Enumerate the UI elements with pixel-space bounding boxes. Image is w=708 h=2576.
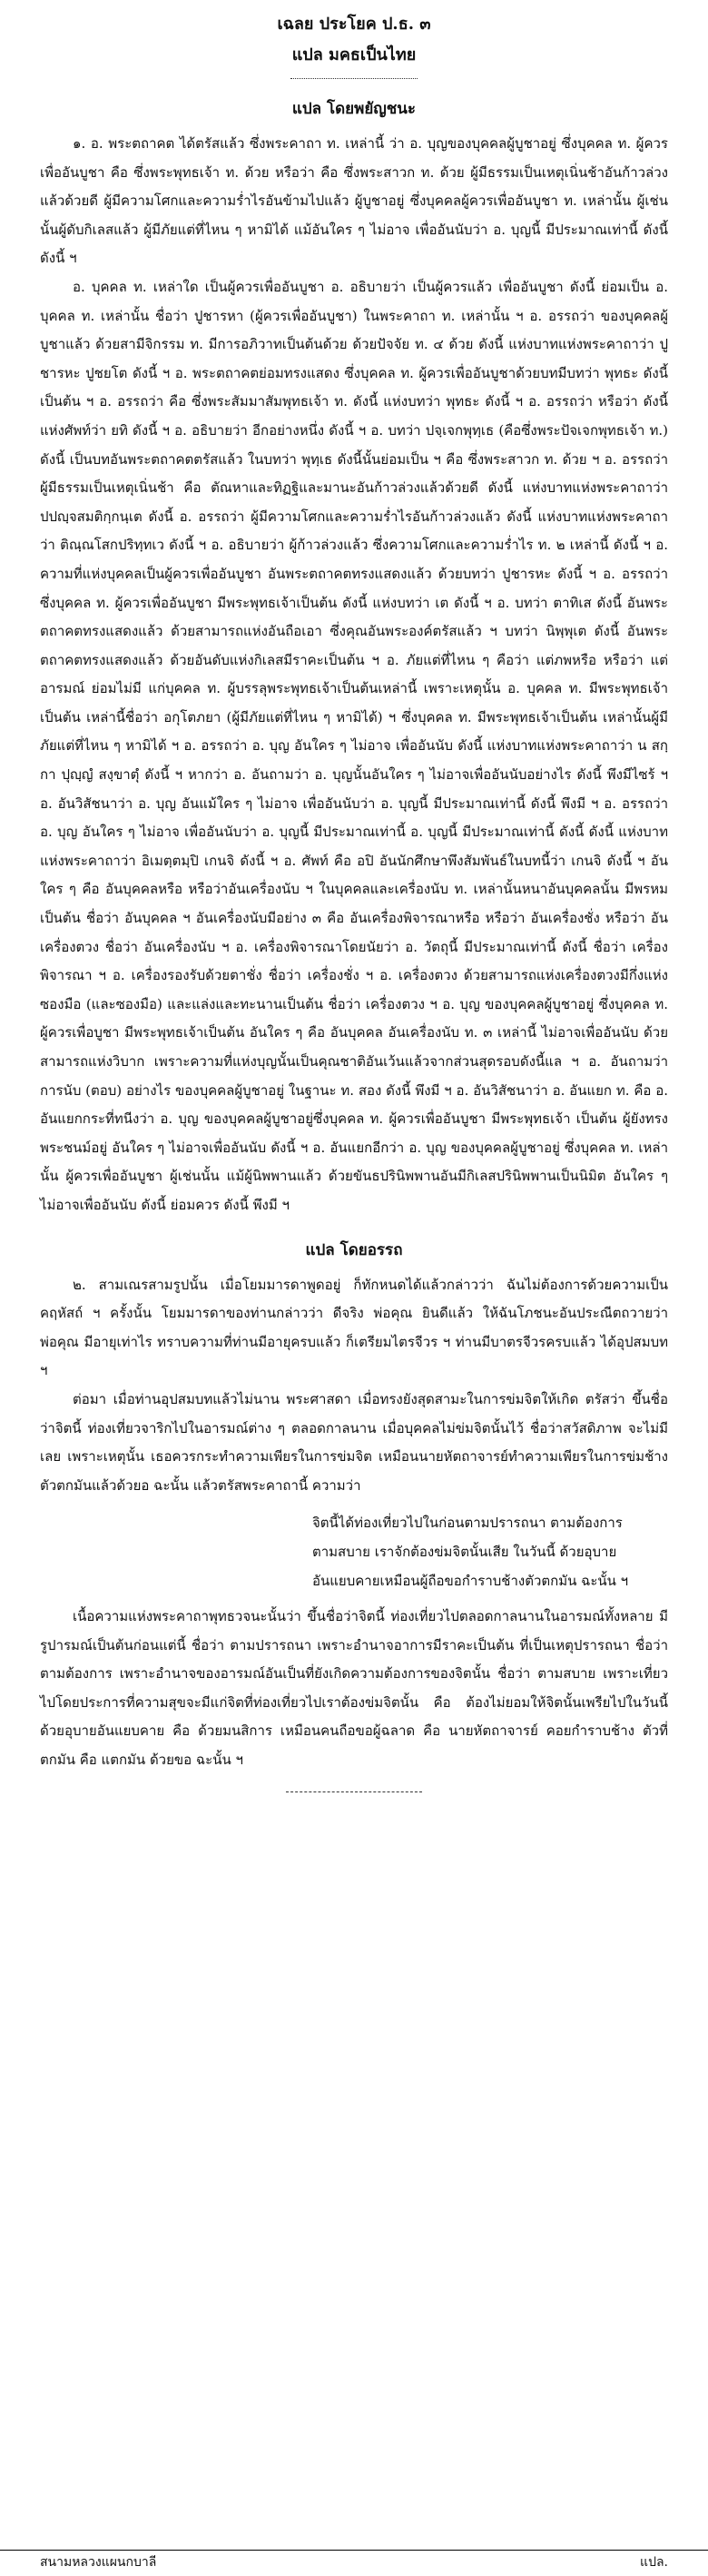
page-footer <box>0 2552 708 2572</box>
document-header <box>40 13 668 79</box>
header-separator <box>290 78 418 79</box>
end-separator <box>286 1791 422 1792</box>
footer-rule <box>0 2550 708 2551</box>
verse-line: จิตนี้ได้ท่องเที่ยวไปในก่อนตามปรารถนา ตามต้องการ <box>312 1515 623 1532</box>
footer-subject-label: แปล. <box>640 2555 668 2570</box>
footer-office-name: สนามหลวงแผนกบาลี <box>40 2555 157 2570</box>
verse-block <box>312 1509 668 1595</box>
paragraph: ๒. สามเณรสามรูปนั้น เมื่อโยมมารดาพูดอยู่ ก็ทักหนดได้แล้วกล่าวว่า ฉันไม่ต้องการด้วยความเป็นคฤหัสถ์ ฯ ครั้งนั้น โยมมารดาของท่านกล่าวว่า ดีจริง พ่อคุณ ยินดีแล้ว ให้ฉันโภชนะอันประณีตถวายว่า พ่อคุณ มีอายุเท่าไร ทราบความที่ท่านมีอายุครบแล้ว ก็เตรียมไตรจีวร ฯ ท่านมีบาตรจีวรครบแล้ว ได้อุปสมบท ฯ <box>40 1276 668 1379</box>
paragraph: เนื้อความแห่งพระคาถาพุทธวจนะนั้นว่า ขึ้นชื่อว่าจิตนี้ ท่องเที่ยวไปตลอดกาลนานในอารมณ์ทั้งหลาย มีรูปารมณ์เป็นต้นก่อนแต่นี้ ชื่อว่า ตามปรารถนา เพราะอำนาจอาการมีราคะเป็นต้น ที่เป็นเหตุปรารถนา ชื่อว่า ตามต้องการ เพราะอำนาจของอารมณ์อันเป็นที่ยังเกิดความต้องการของจิตนั้น ชื่อว่า ตามสบาย เพราะเที่ยวไปโดยประการที่ความสุขจะมีแก่จิตที่ท่องเที่ยวไปเราต้องข่มจิตนั้น คือ ต้องไม่ยอมให้จิตนั้นเพรียไปในวันนี้ ด้วยอุบายอันแยบคาย คือ ด้วยมนสิการ เหมือนคนถือขอผู้ฉลาด คือ นายหัตถาจารย์ คอยกำราบช้าง ตัวที่ตกมัน คือ แตกมัน ด้วยขอ ฉะนั้น ฯ <box>40 1608 668 1769</box>
document-subtitle: แปล มคธเป็นไทย <box>291 45 417 64</box>
verse-line: ตามสบาย เราจักต้องข่มจิตนั้นเสีย ในวันนี้ ด้วยอุบาย <box>312 1543 617 1560</box>
verse-line: อันแยบคายเหมือนผู้ถือขอกำราบช้างตัวตกมัน ฉะนั้น ฯ <box>312 1572 629 1589</box>
paragraph: อ. บุคคล ท. เหล่าใด เป็นผู้ควรเพื่ออันบูชา อ. อธิบายว่า เป็นผู้ควรแล้ว เพื่ออันบูชา ดังนี้ ย่อมเป็น อ. บุคคล ท. เหล่านั้น ชื่อว่า ปูชารหา (ผู้ควรเพื่ออันบูชา) ในพระคาถา ท. เหล่านั้น ฯ อ. อรรถว่า ของบุคคลผู้บูชาแล้ว ด้วยสามีจิกรรม ท. มีการอภิวาทเป็นต้นด้วย ด้วยปัจจัย ท. ๔ ด้วย ดังนี้ แห่งบาทแห่งพระคาถาว่า ปูชารหะ ปูชยโต ดังนี้ ฯ อ. พระตถาคตย่อมทรงแสดง ซึ่งบุคคล ท. ผู้ควรเพื่ออันบูชาด้วยบทมีบทว่า พุทธะ ดังนี้เป็นต้น ฯ อ. อรรถว่า คือ ซึ่งพระสัมมาสัมพุทธเจ้า ท. ดังนี้ แห่งบทว่า พุทธะ ดังนี้ ฯ อ. อรรถว่า หรือว่า ดังนี้ แห่งศัพท์ว่า ยทิ ดังนี้ ฯ อ. อธิบายว่า อีกอย่างหนึ่ง ดังนี้ ฯ อ. บทว่า ปจฺเจกพุทฺเธ (คือซึ่งพระปัจเจกพุทธเจ้า ท.) ดังนี้ เป็นบทอันพระตถาคตตรัสแล้ว ในบทว่า พุทฺเธ ดังนี้นั้นย่อมเป็น ฯ คือ ซึ่งพระสาวก ท. ด้วย ฯ อ. อรรถว่า ผู้มีธรรมเป็นเหตุเนิ่นช้า คือ ตัณหาและทิฏฐิและมานะอันก้าวล่วงแล้วด้วยดี ดังนี้ แห่งบาทแห่งพระคาถาว่า ปปญฺจสมติกฺกนฺเต ดังนี้ อ. อรรถว่า ผู้มีความโศกและความร่ำไรอันก้าวล่วงแล้ว ดังนี้ แห่งบาทแห่งพระคาถาว่า ติณฺณโสกปริทฺทเว ดังนี้ ฯ อ. อธิบายว่า ผู้ก้าวล่วงแล้ว ซึ่งความโศกและความร่ำไร ท. ๒ เหล่านี้ ดังนี้ ฯ อ. ความที่แห่งบุคคลเป็นผู้ควรเพื่ออันบูชา อันพระตถาคตทรงแสดงแล้ว ด้วยบทว่า ปูชารหะ ดังนี้ ฯ อ. อรรถว่า ซึ่งบุคคล ท. ผู้ควรเพื่ออันบูชา มีพระพุทธเจ้าเป็นต้น ดังนี้ แห่งบทว่า เต ดังนี้ ฯ อ. บทว่า ตาทิเส ดังนี้ อันพระตถาคตทรงแสดงแล้ว ด้วยสามารถแห่งอันถือเอา ซึ่งคุณอันพระองค์ตรัสแล้ว ฯ บทว่า นิพฺพุเต ดังนี้ อันพระตถาคตทรงแสดงแล้ว ด้วยอันดับแห่งกิเลสมีราคะเป็นต้น ฯ อ. ภัยแต่ที่ไหน ๆ คือว่า แต่ภพหรือ หรือว่า แต่อารมณ์ ย่อมไม่มี แก่บุคคล ท. ผู้บรรลุพระพุทธเจ้าเป็นต้นเหล่านี้ เพราะเหตุนั้น อ. บุคคล ท. มีพระพุทธเจ้าเป็นต้น เหล่านี้ชื่อว่า อกุโตภยา (ผู้มีภัยแต่ที่ไหน ๆ หามิได้) ฯ ซึ่งบุคคล ท. มีพระพุทธเจ้าเป็นต้น เหล่านั้นผู้มีภัยแต่ที่ไหน ๆ หามิได้ ฯ อ. อรรถว่า อ. บุญ อันใคร ๆ ไม่อาจ เพื่ออันนับ ดังนี้ แห่งบาทแห่งพระคาถาว่า น สกฺกา ปุญฺญํ สงฺขาตุํ ดังนี้ ฯ หากว่า อ. อันถามว่า อ. บุญนั้นอันใคร ๆ ไม่อาจเพื่ออันนับอย่างไร ดังนี้ พึงมีไซร้ ฯ อ. อันวิสัชนาว่า อ. บุญ อันแม้ใคร ๆ ไม่อาจ เพื่ออันนับว่า อ. บุญนี้ มีประมาณเท่านี้ ดังนี้ พึงมี ฯ อ. อรรถว่า อ. บุญ อันใคร ๆ ไม่อาจ เพื่ออันนับว่า อ. บุญนี้ มีประมาณเท่านี้ อ. บุญนี้ มีประมาณเท่านี้ ดังนี้ ดังนี้ แห่งบาทแห่งพระคาถาว่า อิเมตฺตมฺปิ เกนจิ ดังนี้ ฯ อ. ศัพท์ คือ อปิ อันนักศึกษาพึงสัมพันธ์ในบทนี้ว่า เกนจิ ดังนี้ ฯ อันใคร ๆ คือ อันบุคคลหรือ หรือว่าอันเครื่องนับ ฯ ในบุคคลและเครื่องนับ ท. เหล่านั้นหนาอันบุคคลนั้น มีพรหมเป็นต้น ชื่อว่า อันบุคคล ฯ อันเครื่องนับมีอย่าง ๓ คือ อันเครื่องพิจารณาหรือ หรือว่า อันเครื่องชั่ง หรือว่า อันเครื่องตวง ชื่อว่า อันเครื่องนับ ฯ อ. เครื่องพิจารณาโดยนัยว่า อ. วัตถุนี้ มีประมาณเท่านี้ ดังนี้ ชื่อว่า เครื่องพิจารณา ฯ อ. เครื่องรองรับด้วยตาชั่ง ชื่อว่า เครื่องชั่ง ฯ อ. เครื่องตวง ด้วยสามารถแห่งเครื่องตวงมีกึ่งแห่งซองมือ (และซองมือ) และแล่งและทะนานเป็นต้น ชื่อว่า เครื่องตวง ฯ อ. บุญ ของบุคคลผู้บูชาอยู่ ซึ่งบุคคล ท. ผู้ควรเพื่อบูชา มีพระพุทธเจ้าเป็นต้น อันใคร ๆ คือ อันบุคคล อันเครื่องนับ ท. ๓ เหล่านี้ ไม่อาจเพื่ออันนับ ด้วยสามารถแห่งวิบาก เพราะความที่แห่งบุญนั้นเป็นคุณชาติอันเว้นแล้วจากส่วนสุดรอบดังนี้แล ฯ อ. อันถามว่า การนับ (ตอบ) อย่างไร ของบุคคลผู้บูชาอยู่ ในฐานะ ท. สอง ดังนี้ พึงมี ฯ อ. อันวิสัชนาว่า อ. อันแยก ท. คือ อ. อันแยกกระที่ทนีงว่า อ. บุญ ของบุคคลผู้บูชาอยู่ซึ่งบุคคล ท. ผู้ควรเพื่ออันบูชา มีพระพุทธเจ้า เป็นต้น ผู้ยังทรงพระชนม์อยู่ อันใคร ๆ ไม่อาจเพื่ออันนับ ดังนี้ ฯ อ. อันแยกอีกว่า อ. บุญ ของบุคคลผู้บูชาอยู่ ซึ่งบุคคล ท. เหล่านั้น ผู้ควรเพื่ออันบูชา ผู้เช่นนั้น แม้ผู้นิพพานแล้ว ด้วยขันธปรินิพพานอันมีกิเลสปรินิพพานเป็นนิมิต อันใคร ๆ ไม่อาจเพื่ออันนับ ดังนี้ ย่อมควร ดังนี้ พึงมี ฯ <box>40 278 668 1213</box>
document-title: เฉลย ประโยค ป.ธ. ๓ <box>277 15 431 34</box>
paragraph: ต่อมา เมื่อท่านอุปสมบทแล้วไม่นาน พระศาสดา เมื่อทรงยังสุดสามะในการข่มจิตให้เกิด ตรัสว่า ขึ้นชื่อว่าจิตนี้ ท่องเที่ยวจาริกไปในอารมณ์ต่าง ๆ ตลอดกาลนาน เมื่อบุคคลไม่ข่มจิตนั้นไว้ ชื่อว่าสวัสดิภาพ จะไม่มีเลย เพราะเหตุนั้น เธอควรกระทำความเพียรในการข่มจิต เหมือนนายหัตถาจารย์ทำความเพียรในการข่มช้างตัวตกมันแล้วด้วยอ ฉะนั้น แล้วตรัสพระคาถานี้ ความว่า <box>40 1390 668 1494</box>
section-heading-meaning: แปล โดยอรรถ <box>305 1240 403 1259</box>
section-heading-literal: แปล โดยพยัญชนะ <box>291 100 417 118</box>
paragraph: ๑. อ. พระตถาคต ได้ตรัสแล้ว ซึ่งพระคาถา ท. เหล่านี้ ว่า อ. บุญของบุคคลผู้บูชาอยู่ ซึ่งบุคคล ท. ผู้ควรเพื่ออันบูชา คือ ซึ่งพระพุทธเจ้า ท. ด้วย หรือว่า คือ ซึ่งพระสาวก ท. ด้วย ผู้มีธรรมเป็นเหตุเนิ่นช้าอันก้าวล่วงแล้วด้วยดี ผู้มีความโศกและความร่ำไรอันข้ามไปแล้ว ผู้บูชาอยู่ ซึ่งบุคคลผู้ควรเพื่ออันบูชา ท. เหล่านั้น ผู้เช่นนั้นผู้ดับกิเลสแล้ว ผู้มีภัยแต่ที่ไหน ๆ หามิได้ แม้อันใคร ๆ ไม่อาจ เพื่ออันนับว่า อ. บุญนี้ มีประมาณเท่านี้ ดังนี้ ดังนี้ ฯ <box>40 135 668 267</box>
